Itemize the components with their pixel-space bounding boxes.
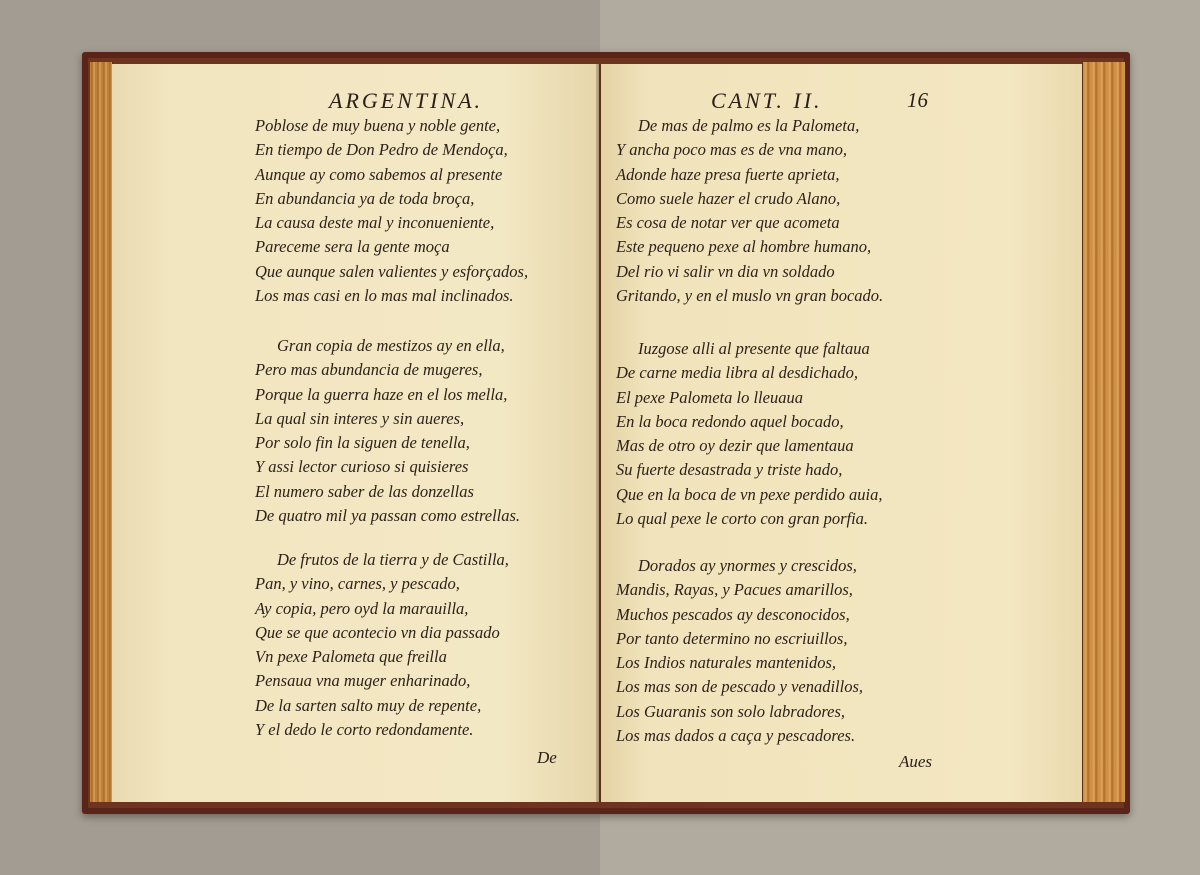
verse-line: De la sarten salto muy de repente,	[255, 695, 482, 715]
verse-line: La qual sin interes y sin aueres,	[255, 408, 465, 428]
verse-line: Los Indios naturales mantenidos,	[616, 653, 837, 673]
verse-line: Que en la boca de vn pexe perdido auia,	[616, 484, 883, 504]
verse-line: Iuzgose alli al presente que faltaua	[638, 339, 870, 358]
verse-line: Los mas casi en lo mas mal inclinados.	[255, 286, 514, 306]
verse-line: Y el dedo le corto redondamente.	[255, 720, 474, 740]
stanza-right-2	[616, 337, 883, 531]
gilt-page-edge-left	[90, 62, 113, 802]
verse-line: De mas de palmo es la Palometa,	[638, 116, 860, 135]
verse-line: Pensaua vna muger enharinado,	[255, 671, 471, 691]
left-page	[112, 64, 599, 802]
verse-line: En la boca redondo aquel bocado,	[616, 411, 844, 431]
verse-line: El pexe Palometa lo lleuaua	[616, 387, 803, 407]
right-page	[601, 64, 1082, 802]
stanza-left-2	[255, 334, 520, 528]
verse-line: Que se que acontecio vn dia passado	[255, 622, 500, 642]
verse-line: Gran copia de mestizos ay en ella,	[277, 336, 505, 355]
verse-line: Los Guaranis son solo labradores,	[616, 701, 846, 721]
verse-line: Mas de otro oy dezir que lamentaua	[616, 436, 854, 456]
stanza-left-1	[255, 114, 528, 308]
verse-line: Los mas dados a caça y pescadores.	[616, 726, 856, 746]
verse-line: Aunque ay como sabemos al presente	[255, 164, 503, 184]
verse-line: Gritando, y en el muslo vn gran bocado.	[616, 286, 884, 306]
catchword-right: Aues	[899, 752, 933, 771]
verse-line: En tiempo de Don Pedro de Mendoça,	[255, 140, 508, 160]
verse-line: Lo qual pexe le corto con gran porfia.	[616, 509, 869, 529]
catchword-left: De	[537, 748, 557, 767]
verse-line: Que aunque salen valientes y esforçados,	[255, 261, 529, 281]
verse-line: De frutos de la tierra y de Castilla,	[277, 550, 509, 569]
verse-line: Este pequeno pexe al hombre humano,	[616, 237, 872, 257]
verse-line: El numero saber de las donzellas	[255, 481, 474, 501]
verse-line: Muchos pescados ay desconocidos,	[616, 604, 850, 624]
stanza-right-1	[616, 114, 883, 308]
verse-line: Como suele hazer el crudo Alano,	[616, 188, 841, 208]
verse-line: Del rio vi salir vn dia vn soldado	[616, 261, 835, 281]
verse-line: Y assi lector curioso si quisieres	[255, 457, 469, 477]
verse-line: Mandis, Rayas, y Pacues amarillos,	[616, 580, 853, 600]
verse-line: Es cosa de notar ver que acometa	[616, 213, 840, 233]
stanza-right-3	[616, 554, 863, 748]
verse-line: Por solo fin la siguen de tenella,	[255, 433, 470, 453]
verse-line: Por tanto determino no escriuillos,	[616, 628, 848, 648]
verse-line: Pareceme sera la gente moça	[255, 237, 450, 257]
verse-line: De quatro mil ya passan como estrellas.	[255, 506, 521, 526]
verse-line: En abundancia ya de toda broça,	[255, 188, 475, 208]
verse-line: Ay copia, pero oyd la marauilla,	[255, 598, 469, 618]
verse-line: Adonde haze presa fuerte aprieta,	[616, 164, 840, 184]
verse-line: Y ancha poco mas es de vna mano,	[616, 140, 847, 160]
gilt-page-edge-right	[1082, 62, 1125, 802]
verse-line: Su fuerte desastrada y triste hado,	[616, 460, 843, 480]
stanza-left-3	[255, 548, 509, 742]
running-head-right: CANT. II.	[711, 88, 823, 113]
page-number: 16	[907, 88, 928, 112]
verse-line: Dorados ay ynormes y crescidos,	[638, 556, 857, 575]
verse-line: Porque la guerra haze en el los mella,	[255, 384, 508, 404]
verse-line: De carne media libra al desdichado,	[616, 363, 858, 383]
running-head-left: ARGENTINA.	[329, 88, 484, 113]
verse-line: La causa deste mal y inconueniente,	[255, 213, 495, 233]
verse-line: Poblose de muy buena y noble gente,	[255, 116, 501, 135]
verse-line: Los mas son de pescado y venadillos,	[616, 677, 864, 697]
verse-line: Pan, y vino, carnes, y pescado,	[255, 574, 460, 594]
verse-line: Vn pexe Palometa que freilla	[255, 647, 447, 667]
verse-line: Pero mas abundancia de mugeres,	[255, 360, 483, 380]
